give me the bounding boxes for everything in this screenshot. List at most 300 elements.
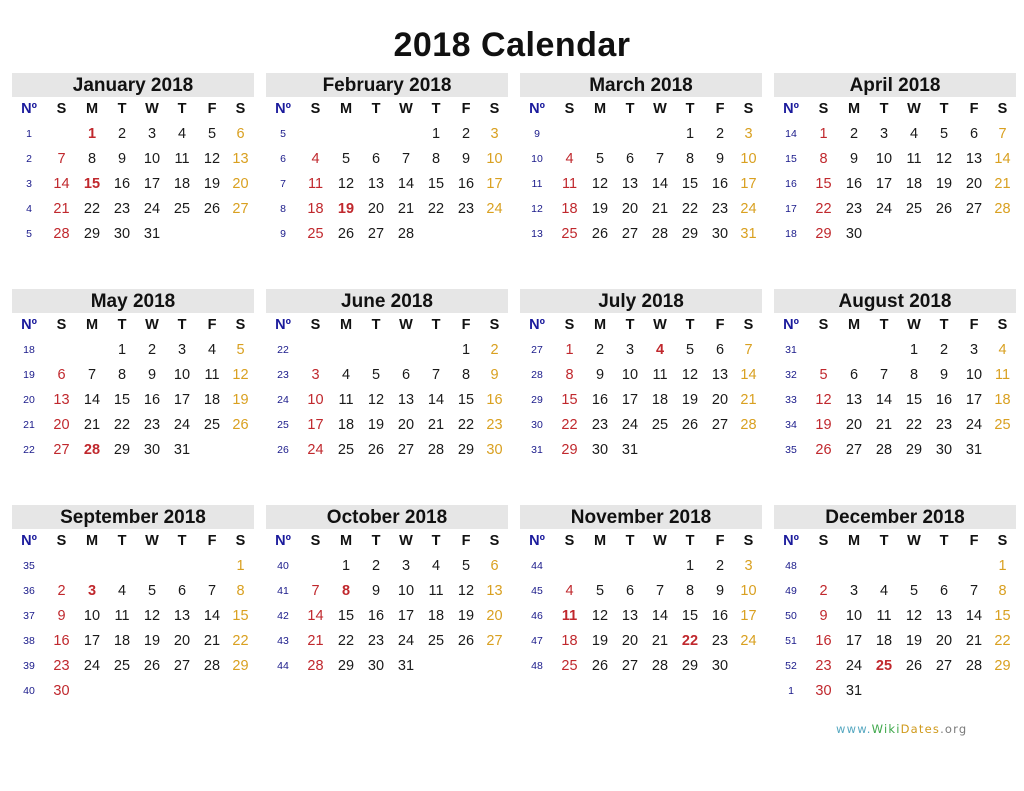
day-cell: 6 (401, 367, 411, 383)
day-cell: 2 (371, 558, 381, 574)
empty-day-cell (421, 654, 451, 679)
week-number: 20 (23, 394, 35, 406)
weekday-header: M (593, 533, 607, 549)
day-cell: 7 (57, 151, 66, 167)
day-cell: 20 (486, 608, 503, 624)
day-cell: 26 (681, 417, 699, 433)
day-cell: 28 (965, 658, 983, 674)
week-number: 10 (531, 153, 543, 165)
empty-day-cell (989, 222, 1016, 247)
week-number: 44 (531, 560, 543, 572)
week-number-header: Nº (529, 101, 545, 117)
week-number: 35 (23, 560, 35, 572)
day-cell: 13 (711, 367, 729, 383)
month-block (266, 289, 508, 463)
weekday-header: S (818, 101, 829, 117)
day-cell: 15 (905, 392, 923, 408)
day-cell: 16 (815, 633, 832, 649)
day-cell: 19 (905, 633, 923, 649)
day-cell: 22 (561, 417, 578, 433)
day-cell: 24 (307, 442, 324, 458)
day-cell: 12 (203, 151, 221, 167)
week-number: 31 (531, 444, 543, 456)
day-cell: 7 (744, 342, 753, 358)
day-cell: 20 (621, 633, 639, 649)
day-cell: 30 (143, 442, 161, 458)
day-cell: 16 (457, 176, 475, 192)
day-cell: 28 (397, 226, 415, 242)
day-cell: 6 (371, 151, 381, 167)
week-number: 18 (785, 228, 797, 240)
weekday-header: W (399, 101, 413, 117)
day-cell: 21 (307, 633, 324, 649)
empty-day-cell (197, 438, 227, 463)
day-cell: 8 (117, 367, 127, 383)
empty-day-cell (899, 222, 929, 247)
weekday-header: S (56, 317, 67, 333)
day-cell: 21 (53, 201, 70, 217)
day-cell: 23 (457, 201, 475, 217)
day-cell: 17 (486, 176, 503, 192)
weekday-header: W (399, 317, 413, 333)
month-title: April 2018 (774, 73, 1016, 97)
weekday-header: S (235, 317, 246, 333)
day-cell: 21 (83, 417, 101, 433)
month-day-grid (266, 529, 508, 679)
day-cell: 11 (307, 176, 324, 192)
day-cell: 29 (337, 658, 355, 674)
week-number: 5 (280, 128, 286, 140)
day-cell: 4 (177, 126, 187, 142)
day-cell: 19 (367, 417, 385, 433)
week-number: 44 (277, 660, 289, 672)
day-cell: 26 (457, 633, 475, 649)
weekday-header: F (461, 533, 471, 549)
empty-day-cell (869, 222, 899, 247)
empty-day-cell (869, 679, 899, 704)
weekday-header: M (339, 533, 353, 549)
day-cell: 24 (740, 201, 757, 217)
month-block (520, 73, 762, 247)
day-cell: 10 (621, 367, 639, 383)
day-cell: 4 (341, 367, 351, 383)
day-cell: 16 (486, 392, 503, 408)
month-day-grid (774, 313, 1016, 463)
weekday-header: S (743, 317, 754, 333)
week-number: 23 (277, 369, 289, 381)
week-number-header: Nº (21, 317, 37, 333)
day-cell: 1 (685, 126, 695, 142)
day-cell: 10 (307, 392, 324, 408)
day-cell: 20 (232, 176, 249, 192)
day-cell: 10 (397, 583, 415, 599)
weekday-header: T (939, 533, 949, 549)
day-cell: 11 (906, 151, 922, 167)
empty-day-cell (137, 554, 167, 579)
day-cell: 18 (203, 392, 221, 408)
day-cell: 5 (909, 583, 919, 599)
day-cell: 26 (232, 417, 249, 433)
empty-day-cell (451, 222, 481, 247)
week-number-header: Nº (529, 317, 545, 333)
day-cell: 29 (457, 442, 475, 458)
day-cell: 9 (57, 608, 66, 624)
weekday-header: S (818, 533, 829, 549)
month-block (266, 505, 508, 679)
day-cell: 25 (173, 201, 191, 217)
weekday-header: S (997, 101, 1008, 117)
week-number: 52 (785, 660, 797, 672)
month-day-grid (520, 529, 762, 679)
day-cell: 1 (461, 342, 471, 358)
month-day-grid (12, 313, 254, 463)
day-cell: 21 (651, 633, 669, 649)
day-cell: 16 (143, 392, 161, 408)
empty-day-cell (300, 554, 331, 579)
weekday-header: W (907, 101, 921, 117)
day-cell: 19 (337, 201, 355, 217)
day-cell: 12 (337, 176, 355, 192)
day-cell: 24 (486, 201, 503, 217)
day-cell: 15 (681, 608, 699, 624)
day-cell: 26 (143, 658, 161, 674)
empty-day-cell (227, 679, 254, 704)
day-cell: 4 (879, 583, 889, 599)
month-title: February 2018 (266, 73, 508, 97)
month-title: September 2018 (12, 505, 254, 529)
day-cell: 25 (113, 658, 131, 674)
weekday-header: T (117, 317, 127, 333)
day-cell: 8 (565, 367, 574, 383)
day-cell: 13 (486, 583, 503, 599)
day-cell: 20 (53, 417, 70, 433)
day-cell: 22 (457, 417, 475, 433)
day-cell: 16 (935, 392, 953, 408)
day-cell: 4 (207, 342, 217, 358)
weekday-header: T (117, 101, 127, 117)
day-cell: 20 (173, 633, 191, 649)
day-cell: 11 (114, 608, 130, 624)
day-cell: 2 (849, 126, 859, 142)
empty-day-cell (107, 679, 137, 704)
day-cell: 5 (595, 151, 605, 167)
week-number: 40 (23, 685, 35, 697)
month-block (12, 73, 254, 247)
day-cell: 27 (935, 658, 953, 674)
week-number: 49 (785, 585, 797, 597)
page-title: 2018 Calendar (393, 26, 631, 64)
day-cell: 13 (173, 608, 191, 624)
day-cell: 15 (337, 608, 355, 624)
month-title: August 2018 (774, 289, 1016, 313)
day-cell: 3 (177, 342, 187, 358)
day-cell: 7 (207, 583, 217, 599)
day-cell: 24 (740, 633, 757, 649)
empty-day-cell (46, 554, 77, 579)
empty-day-cell (989, 438, 1016, 463)
empty-day-cell (554, 554, 585, 579)
empty-day-cell (929, 222, 959, 247)
day-cell: 6 (236, 126, 245, 142)
empty-day-cell (167, 554, 197, 579)
day-cell: 3 (401, 558, 411, 574)
weekday-header: W (653, 533, 667, 549)
month-day-grid (12, 97, 254, 247)
day-cell: 15 (815, 176, 832, 192)
week-number: 1 (788, 685, 794, 697)
weekday-header: T (625, 533, 635, 549)
week-number: 45 (531, 585, 543, 597)
week-number: 12 (531, 203, 543, 215)
empty-day-cell (869, 554, 899, 579)
day-cell: 7 (87, 367, 97, 383)
day-cell: 14 (875, 392, 893, 408)
week-number: 3 (26, 178, 32, 190)
empty-day-cell (167, 679, 197, 704)
weekday-header: M (339, 317, 353, 333)
day-cell: 5 (207, 126, 217, 142)
week-number: 17 (785, 203, 797, 215)
day-cell: 13 (53, 392, 70, 408)
day-cell: 9 (595, 367, 605, 383)
day-cell: 6 (625, 583, 635, 599)
empty-day-cell (451, 654, 481, 679)
day-cell: 31 (740, 226, 757, 242)
week-number-header: Nº (275, 533, 291, 549)
week-number-header: Nº (21, 101, 37, 117)
day-cell: 13 (621, 608, 639, 624)
day-cell: 8 (685, 583, 695, 599)
day-cell: 7 (998, 126, 1007, 142)
week-number-header: Nº (529, 533, 545, 549)
day-cell: 3 (849, 583, 859, 599)
day-cell: 30 (711, 658, 729, 674)
empty-day-cell (107, 554, 137, 579)
day-cell: 31 (143, 226, 161, 242)
day-cell: 29 (113, 442, 131, 458)
day-cell: 8 (431, 151, 441, 167)
day-cell: 20 (935, 633, 953, 649)
day-cell: 16 (711, 176, 729, 192)
day-cell: 30 (935, 442, 953, 458)
day-cell: 2 (57, 583, 66, 599)
day-cell: 28 (651, 226, 669, 242)
week-number: 40 (277, 560, 289, 572)
day-cell: 2 (595, 342, 605, 358)
day-cell: 15 (561, 392, 578, 408)
day-cell: 13 (935, 608, 953, 624)
day-cell: 5 (461, 558, 471, 574)
day-cell: 7 (311, 583, 320, 599)
day-cell: 13 (965, 151, 983, 167)
day-cell: 4 (117, 583, 127, 599)
weekday-header: F (461, 317, 471, 333)
day-cell: 27 (173, 658, 191, 674)
weekday-header: T (431, 317, 441, 333)
day-cell: 12 (935, 151, 953, 167)
day-cell: 24 (965, 417, 983, 433)
day-cell: 31 (173, 442, 191, 458)
empty-day-cell (197, 222, 227, 247)
week-number: 7 (280, 178, 286, 190)
month-title: December 2018 (774, 505, 1016, 529)
day-cell: 14 (53, 176, 70, 192)
day-cell: 8 (998, 583, 1007, 599)
day-cell: 28 (994, 201, 1011, 217)
day-cell: 29 (83, 226, 101, 242)
day-cell: 10 (143, 151, 161, 167)
week-number: 24 (277, 394, 289, 406)
month-block (520, 505, 762, 679)
week-number: 25 (277, 419, 289, 431)
week-number: 34 (785, 419, 797, 431)
empty-day-cell (899, 554, 929, 579)
week-number: 42 (277, 610, 289, 622)
day-cell: 3 (625, 342, 635, 358)
day-cell: 21 (875, 417, 893, 433)
week-number-header: Nº (275, 101, 291, 117)
weekday-header: M (847, 533, 861, 549)
day-cell: 6 (849, 367, 859, 383)
weekday-header: T (371, 101, 381, 117)
day-cell: 25 (561, 658, 578, 674)
weekday-header: T (625, 317, 635, 333)
day-cell: 2 (819, 583, 828, 599)
day-cell: 6 (715, 342, 725, 358)
weekday-header: T (371, 317, 381, 333)
day-cell: 29 (232, 658, 249, 674)
month-day-grid (520, 97, 762, 247)
weekday-header: T (177, 101, 187, 117)
day-cell: 25 (203, 417, 221, 433)
day-cell: 27 (397, 442, 415, 458)
month-block (774, 505, 1016, 704)
day-cell: 30 (845, 226, 863, 242)
day-cell: 24 (143, 201, 161, 217)
day-cell: 26 (905, 658, 923, 674)
weekday-header: W (399, 533, 413, 549)
weekday-header: S (997, 317, 1008, 333)
day-cell: 25 (307, 226, 324, 242)
week-number: 39 (23, 660, 35, 672)
month-title: March 2018 (520, 73, 762, 97)
weekday-header: F (969, 101, 979, 117)
day-cell: 14 (740, 367, 757, 383)
day-cell: 11 (561, 176, 578, 192)
day-cell: 22 (232, 633, 249, 649)
day-cell: 9 (490, 367, 499, 383)
week-number-header: Nº (783, 101, 799, 117)
week-number: 22 (277, 344, 289, 356)
day-cell: 30 (591, 442, 609, 458)
weekday-header: S (235, 101, 246, 117)
week-number: 30 (531, 419, 543, 431)
weekday-header: W (653, 101, 667, 117)
empty-day-cell (137, 679, 167, 704)
week-number: 37 (23, 610, 35, 622)
weekday-header: F (715, 533, 725, 549)
day-cell: 23 (53, 658, 70, 674)
day-cell: 25 (561, 226, 578, 242)
week-number: 50 (785, 610, 797, 622)
day-cell: 24 (845, 658, 863, 674)
day-cell: 17 (740, 608, 757, 624)
day-cell: 13 (232, 151, 249, 167)
day-cell: 11 (561, 608, 578, 624)
weekday-header: S (489, 101, 500, 117)
day-cell: 10 (740, 583, 757, 599)
day-cell: 27 (232, 201, 249, 217)
month-day-grid (774, 97, 1016, 247)
week-number: 11 (531, 178, 543, 190)
day-cell: 21 (994, 176, 1011, 192)
weekday-header: T (939, 317, 949, 333)
day-cell: 13 (845, 392, 863, 408)
weekday-header: S (564, 317, 575, 333)
weekday-header: T (177, 317, 187, 333)
day-cell: 18 (173, 176, 191, 192)
day-cell: 22 (905, 417, 923, 433)
day-cell: 15 (681, 176, 699, 192)
day-cell: 1 (819, 126, 828, 142)
weekday-header: M (847, 317, 861, 333)
day-cell: 13 (367, 176, 385, 192)
day-cell: 10 (486, 151, 503, 167)
day-cell: 14 (307, 608, 324, 624)
day-cell: 21 (965, 633, 983, 649)
day-cell: 17 (83, 633, 101, 649)
day-cell: 5 (939, 126, 949, 142)
empty-day-cell (481, 222, 508, 247)
weekday-header: S (997, 533, 1008, 549)
empty-day-cell (808, 338, 839, 363)
day-cell: 30 (113, 226, 131, 242)
day-cell: 8 (87, 151, 97, 167)
weekday-header: T (685, 317, 695, 333)
day-cell: 16 (711, 608, 729, 624)
weekday-header: T (431, 533, 441, 549)
weekday-header: M (85, 317, 99, 333)
day-cell: 3 (744, 558, 753, 574)
month-day-grid (520, 313, 762, 463)
day-cell: 4 (909, 126, 919, 142)
day-cell: 4 (655, 342, 665, 358)
empty-day-cell (421, 222, 451, 247)
day-cell: 14 (203, 608, 221, 624)
day-cell: 5 (819, 367, 828, 383)
day-cell: 20 (621, 201, 639, 217)
day-cell: 28 (740, 417, 757, 433)
week-number: 2 (26, 153, 32, 165)
week-number: 15 (785, 153, 797, 165)
weekday-header: S (310, 533, 321, 549)
day-cell: 24 (875, 201, 893, 217)
day-cell: 4 (565, 583, 574, 599)
day-cell: 29 (815, 226, 832, 242)
month-title: November 2018 (520, 505, 762, 529)
day-cell: 2 (715, 126, 725, 142)
day-cell: 27 (845, 442, 863, 458)
day-cell: 20 (367, 201, 385, 217)
weekday-header: T (431, 101, 441, 117)
day-cell: 7 (655, 151, 665, 167)
day-cell: 7 (879, 367, 889, 383)
weekday-header: W (145, 533, 159, 549)
day-cell: 3 (879, 126, 889, 142)
day-cell: 9 (849, 151, 859, 167)
day-cell: 23 (367, 633, 385, 649)
day-cell: 17 (740, 176, 757, 192)
